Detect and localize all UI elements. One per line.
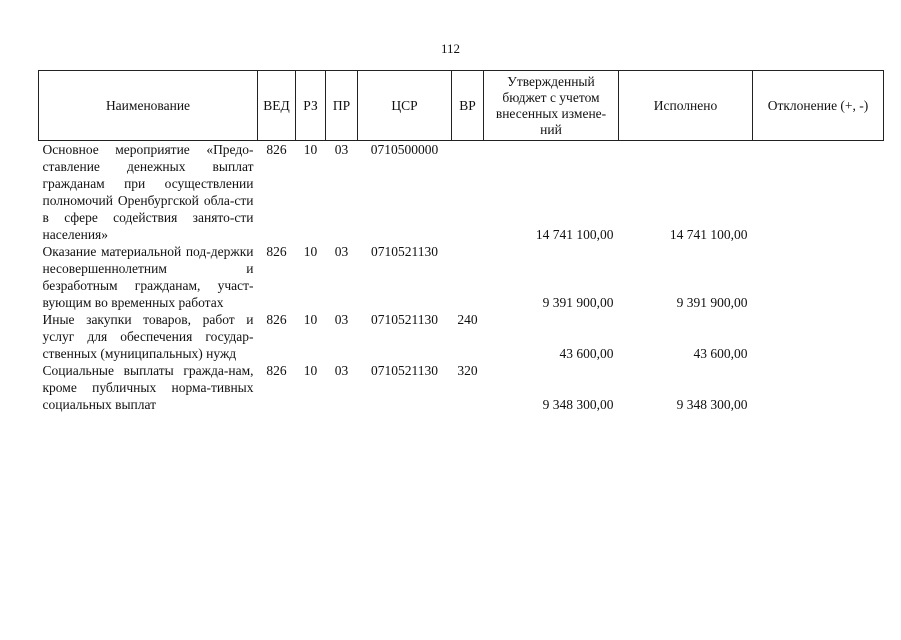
- header-pr: ПР: [326, 71, 358, 141]
- row-deviation: [753, 141, 884, 244]
- row-pr: 03: [334, 363, 349, 378]
- row-vr: [452, 141, 484, 244]
- row-rz: 10: [303, 142, 318, 157]
- header-csr: ЦСР: [358, 71, 452, 141]
- budget-table: [38, 70, 884, 413]
- row-ved: 826: [266, 312, 287, 327]
- row-pr: 03: [334, 244, 349, 259]
- row-vr: [452, 243, 484, 311]
- row-deviation: [753, 311, 884, 362]
- row-rz: 10: [303, 244, 318, 259]
- header-deviation: Отклонение (+, -): [753, 71, 884, 141]
- row-ved: 826: [266, 363, 287, 378]
- header-rz: РЗ: [296, 71, 326, 141]
- page-number: 112: [440, 41, 461, 56]
- row-approved: 14 741 100,00: [535, 227, 614, 242]
- row-csr: 0710500000: [370, 142, 439, 157]
- header-ved: ВЕД: [258, 71, 296, 141]
- row-name-text: Иные закупки товаров, работ и услуг для обеспечения государ-ственных (муниципальных) нужд: [42, 312, 254, 361]
- row-deviation: [753, 362, 884, 413]
- header-vr: ВР: [452, 71, 484, 141]
- row-vr: 240: [457, 312, 478, 327]
- row-pr: 03: [334, 142, 349, 157]
- row-name-text: Оказание материальной под-держки несовершеннолетним и безработным гражданам, участ-вующим во временных работах: [42, 244, 254, 310]
- row-name-text: Основное мероприятие «Предо-ставление денежных выплат гражданам при осуществлении полномочий Оренбургской обла-сти в сфере содействия занято-сти населения»: [42, 142, 254, 242]
- row-rz: 10: [303, 363, 318, 378]
- row-executed: 14 741 100,00: [669, 227, 748, 242]
- row-rz: 10: [303, 312, 318, 327]
- header-approved-budget: Утвержденный бюджет с учетом внесенных измене-ний: [484, 71, 619, 141]
- table-header-row: [39, 71, 884, 141]
- row-name: [39, 311, 258, 362]
- table-row: [39, 243, 884, 311]
- row-pr: 03: [334, 312, 349, 327]
- row-name: [39, 141, 258, 244]
- row-csr: 0710521130: [371, 363, 438, 378]
- row-vr: 320: [457, 363, 478, 378]
- table-row: [39, 362, 884, 413]
- row-name-text: Социальные выплаты гражда-нам, кроме публичных норма-тивных социальных выплат: [42, 363, 254, 412]
- row-executed: 9 391 900,00: [676, 295, 748, 310]
- row-executed: 43 600,00: [693, 346, 748, 361]
- header-name: Наименование: [39, 71, 258, 141]
- table-row: [39, 311, 884, 362]
- row-csr: 0710521130: [371, 244, 438, 259]
- row-approved: 43 600,00: [559, 346, 614, 361]
- row-deviation: [753, 243, 884, 311]
- row-csr: 0710521130: [371, 312, 438, 327]
- row-executed: 9 348 300,00: [676, 397, 748, 412]
- row-approved: 9 391 900,00: [542, 295, 614, 310]
- table-row: [39, 141, 884, 244]
- row-name: [39, 362, 258, 413]
- row-name: [39, 243, 258, 311]
- row-ved: 826: [266, 244, 287, 259]
- row-approved: 9 348 300,00: [542, 397, 614, 412]
- header-executed: Исполнено: [619, 71, 753, 141]
- row-ved: 826: [266, 142, 287, 157]
